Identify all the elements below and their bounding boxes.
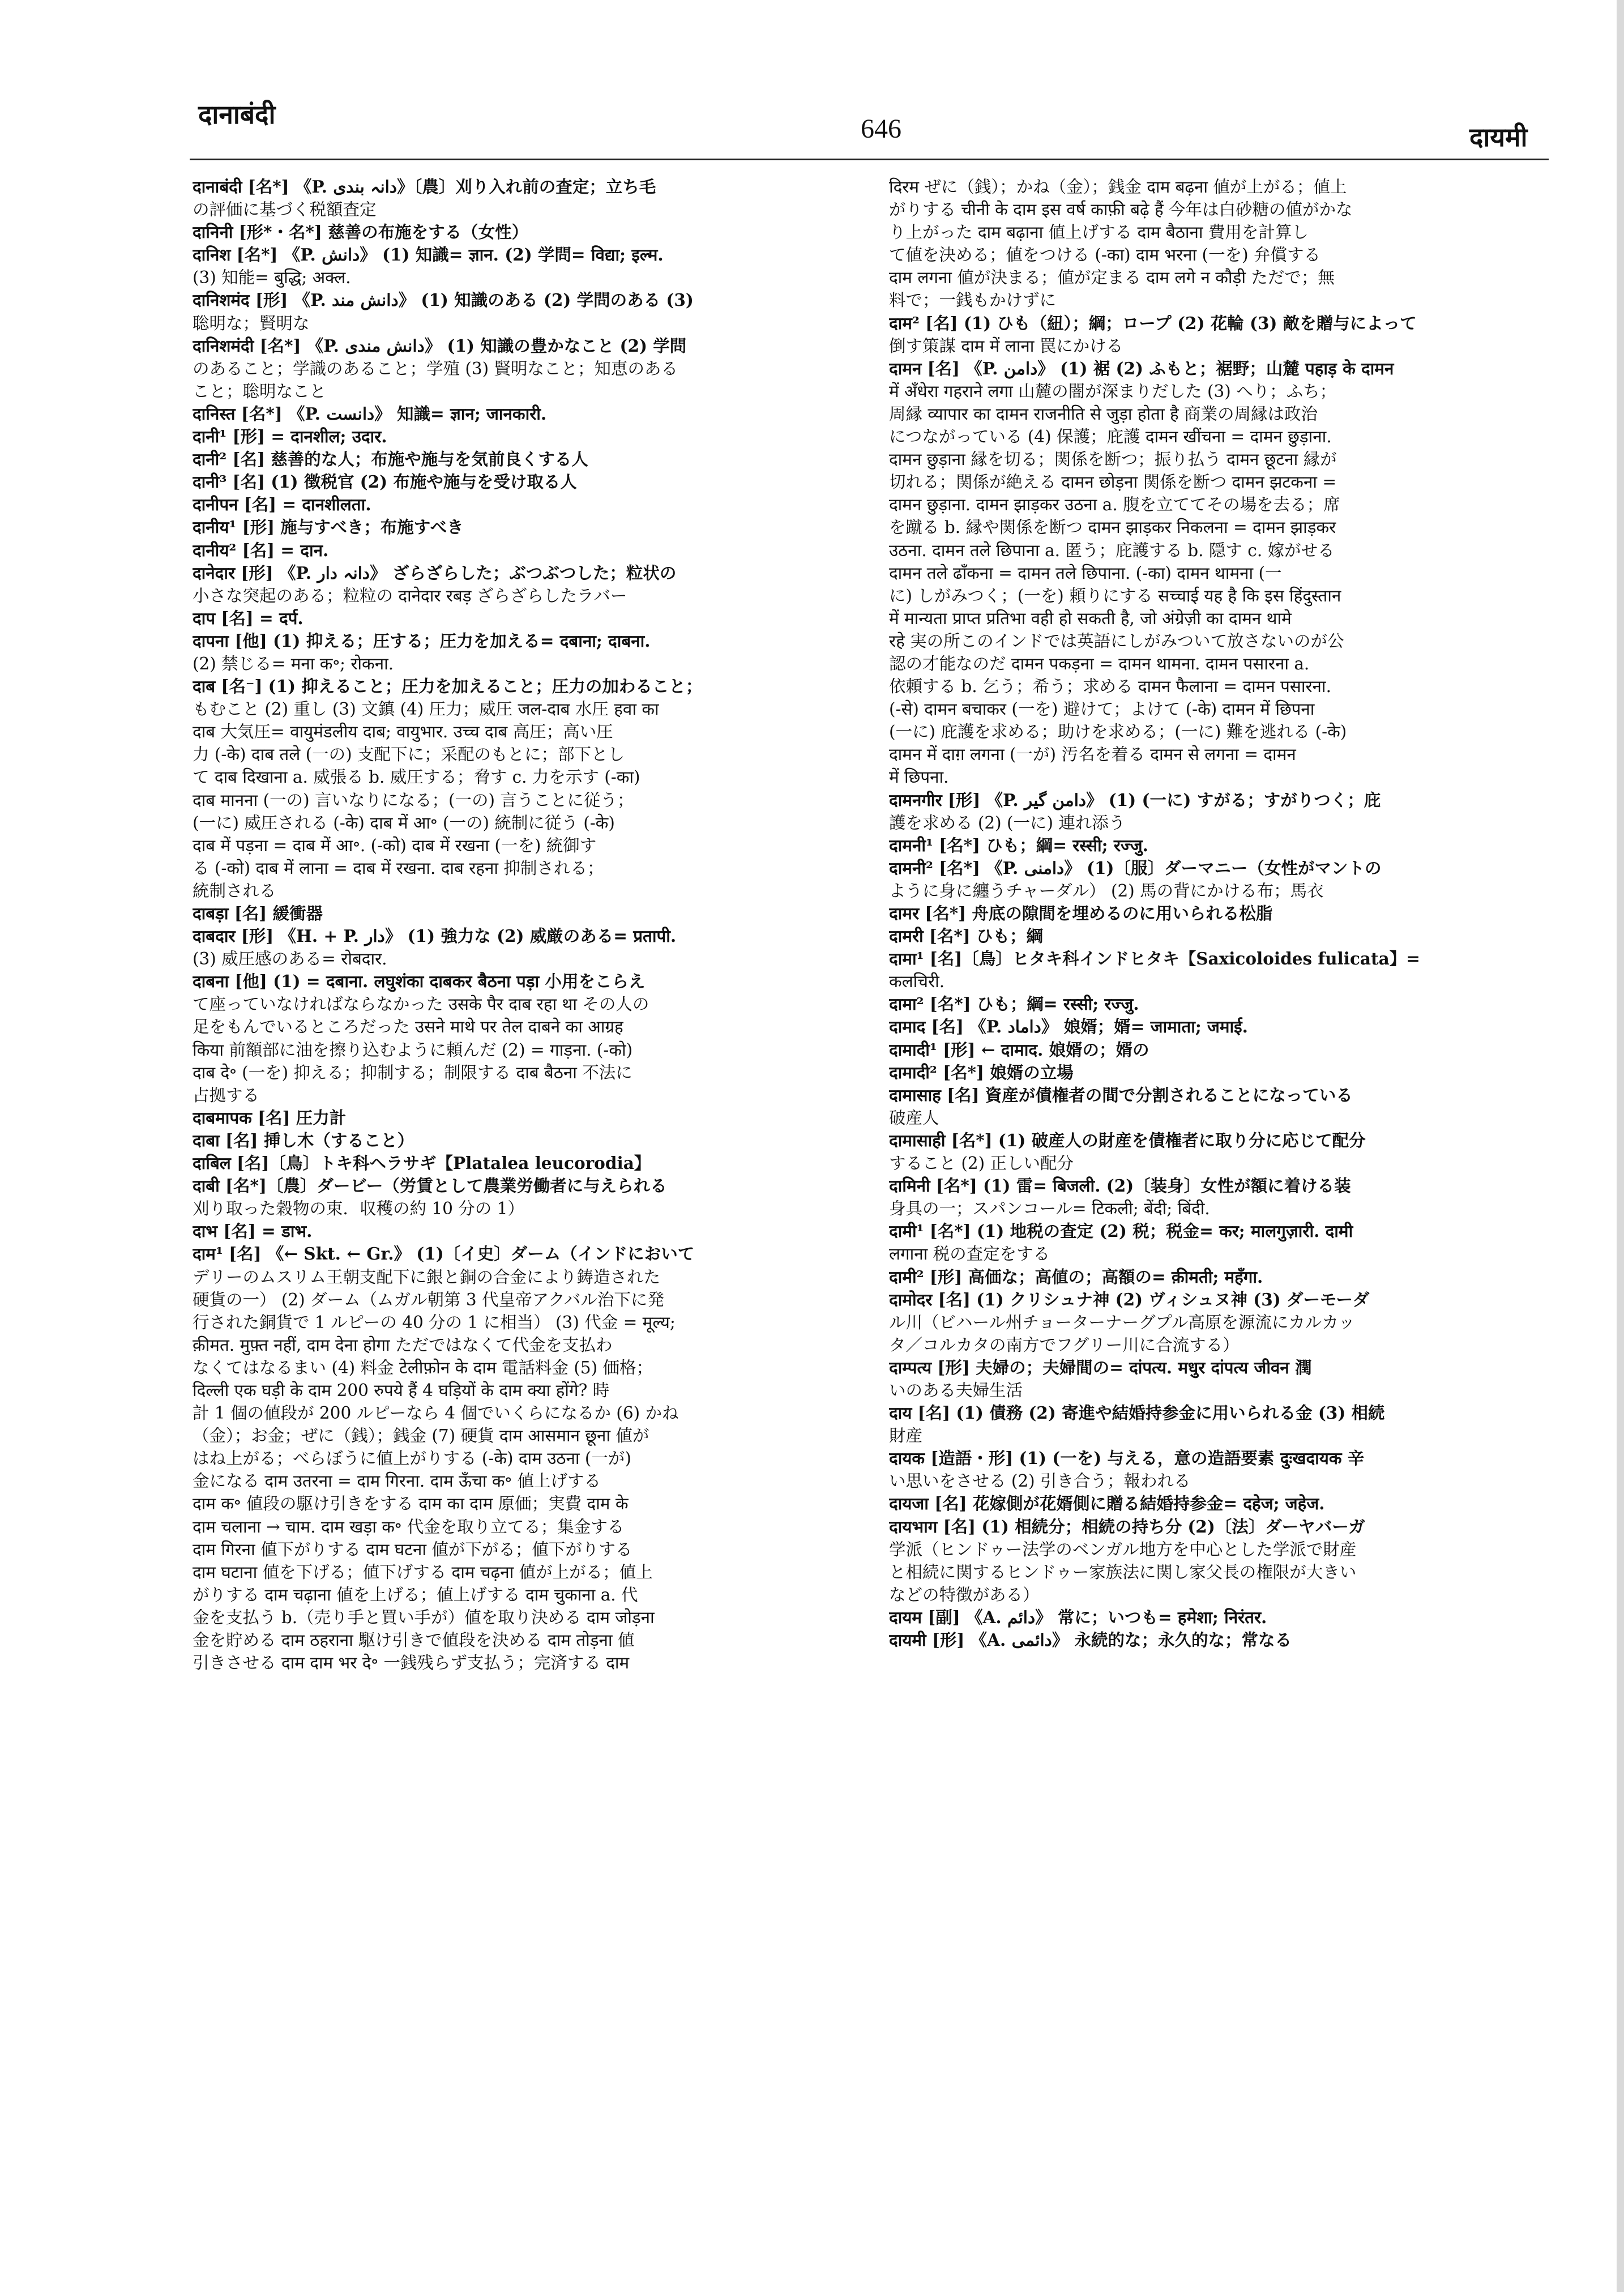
entry-headline: दाब [名⁻] (1) 抑えること；圧力を加えること；圧力の加わること； xyxy=(193,676,703,697)
entry-line: の評価に基づく税額査定 xyxy=(193,200,377,220)
header-rule xyxy=(190,159,1549,160)
entry-line: दिल्ली एक घड़ी के दाम 200 रुपये हैं 4 घड़ियों के दाम क्या होंगे? 時 xyxy=(193,1380,610,1400)
entry-line: に) しがみつく；(一を) 頼りにする सच्चाई यह है कि इस हिंदुस्तान xyxy=(889,586,1341,605)
entry-line: のあること；学識のあること；学殖 (3) 賢明なこと；知恵のある xyxy=(193,358,678,378)
entry-line: （金）；お金；ぜに（銭）；銭金 (7) 硬貨 दाम आसमान छूना 値が xyxy=(193,1426,649,1446)
entry-headline: दानेदार [形] 《P. دانہ دار》 ざらざらした；ぶつぶつした；粒状の xyxy=(193,562,677,583)
entry-line: दाम गिरना 値下がりする दाम घटना 値が下がる；値下がりする xyxy=(193,1539,632,1559)
entry-headline: दानीपन [名] = दानशीलता. xyxy=(193,494,371,515)
entry-headline: दानिस्त [名*] 《P. دانست》 知識= ज्ञान; जानकारी. xyxy=(193,403,547,424)
entry-headline: दायमी [形] 《A. دائمی》 永続的な；永久的な；常なる xyxy=(889,1630,1292,1650)
entry-line: て दाब दिखाना a. 威張る b. 威圧する；脅す c. 力を示す (-का) xyxy=(193,767,640,787)
entry-line: る (-को) दाब में लाना = दाब में रखना. दाब रहना 抑制される； xyxy=(193,858,604,878)
entry-headline: दाम¹ [名] 《← Skt. ← Gr.》 (1)〔イ史〕ダーム（インドにおいて xyxy=(193,1244,695,1264)
entry-line: 聡明な；賢明な xyxy=(193,313,310,333)
entry-headline: दायभाग [名] (1) 相続分；相続の持ち分 (2)〔法〕ダーヤバーガ xyxy=(889,1516,1365,1536)
entry-headline: दामोदर [名] (1) クリシュナ神 (2) ヴィシュヌ神 (3) ダーモーダ xyxy=(889,1289,1370,1309)
entry-headline: दानी² [名] 慈善的な人；布施や施与を気前良くする人 xyxy=(193,449,588,470)
entry-headline: दामिनी [名*] (1) 雷= बिजली. (2)〔装身〕女性が額に着ける装 xyxy=(889,1176,1351,1196)
entry-line: 小さな突起のある；粒粒の दानेदार रबड़ ざらざらしたラバー xyxy=(193,586,627,605)
entry-line: (一に) 威圧される (-के) दाब में आ॰ (一の) 統制に従う (-के) xyxy=(193,813,615,833)
right-column xyxy=(889,176,1563,1651)
entry-headline: दायजा [名] 花嫁側が花婿側に贈る結婚持参金= दहेज; जहेज. xyxy=(889,1493,1325,1514)
entry-headline: दामर [名*] 舟底の隙間を埋めるのに用いられる松脂 xyxy=(889,903,1273,923)
entry-headline: दानिनी [形*・名*] 慈善の布施をする（女性） xyxy=(193,222,529,242)
entry-line: 破産人 xyxy=(889,1108,939,1128)
entry-line: दामन छुड़ाना 縁を切る；関係を断つ；振り払う दामन छूटना 縁が xyxy=(889,450,1337,470)
entry-line: こと；聡明なこと xyxy=(193,381,327,401)
entry-headline: दाम्पत्य [形] 夫婦の；夫婦間の= दांपत्य. मधुर दांपत्य जीवन 潤 xyxy=(889,1357,1312,1377)
entry-headline: दामी² [形] 高価な；高値の；高額の= क़ीमती; महँगा. xyxy=(889,1266,1263,1287)
guide-word-right: दायमी xyxy=(1469,122,1528,152)
entry-headline: दानी³ [名] (1) 徴税官 (2) 布施や施与を受け取る人 xyxy=(193,472,577,492)
entry-headline: दापना [他] (1) 抑える；圧する；圧力を加える= दबाना; दाबना. xyxy=(193,630,651,651)
entry-headline: दाबड़ा [名] 緩衝器 xyxy=(193,903,323,923)
entry-line: में छिपना. xyxy=(889,767,949,787)
entry-line: と相続に関するヒンドゥー家族法に関し家父長の権限が大きい xyxy=(889,1562,1357,1582)
entry-line: て座っていなければならなかった उसके पैर दाब रहा था その人の xyxy=(193,995,649,1014)
entry-line: もむこと (2) 重し (3) 文鎮 (4) 圧力；威圧 जल-दाब 水圧 हवा का xyxy=(193,699,659,719)
entry-line: (2) 禁じる= मना क॰; रोकना. xyxy=(193,654,394,673)
entry-line: 刈り取った穀物の束．収穫の約 10 分の 1） xyxy=(193,1199,524,1219)
entry-headline: दायम [副] 《A. دائم》 常に；いつも= हमेशा; निरंतर. xyxy=(889,1607,1267,1627)
entry-line: デリーのムスリム王朝支配下に銀と銅の合金により鋳造された xyxy=(193,1267,661,1287)
entry-line: 学派（ヒンドゥー法学のベンガル地方を中心とした学派で財産 xyxy=(889,1539,1357,1559)
entry-line: में अँधेरा गहराने लगा 山麓の闇が深まりだした (3) へり；ふち； xyxy=(889,381,1337,401)
entry-line: て値を決める；値をつける (-का) दाम भरना (一を) 弁償する xyxy=(889,245,1320,265)
entry-line: दाम क॰ 値段の駆け引きをする दाम का दाम 原価；実費 दाम के xyxy=(193,1494,629,1514)
entry-line: 護を求める (2) (一に) 連れ添う xyxy=(889,813,1126,833)
entry-headline: दामा¹ [名]〔鳥〕ヒタキ科インドヒタキ【Saxicoloides fulicata】= xyxy=(889,949,1420,969)
entry-line: 依頼する b. 乞う；希う；求める दामन फैलाना = दामन पसारना. xyxy=(889,677,1331,697)
entry-line: い思いをさせる (2) 引き合う；報われる xyxy=(889,1471,1191,1491)
entry-line: 料で；一銭もかけずに xyxy=(889,291,1057,310)
entry-line: につながっている (4) 保護；庇護 दामन खींचना = दामन छुड़ाना. xyxy=(889,427,1332,447)
entry-line: 行された銅貨で 1 ルピーの 40 分の 1 に相当） (3) 代金 = मूल्य; xyxy=(193,1312,676,1332)
entry-headline: दानाबंदी [名*] 《P. دانہ بندی》〔農〕刈り入れ前の査定；立ち毛 xyxy=(193,177,656,197)
entry-line: क़ीमत. मुफ़्त नहीं, दाम देना होगा ただではなくて代金を支払わ xyxy=(193,1335,613,1355)
entry-headline: दामादी¹ [形] ← दामाद. 娘婿の；婿の xyxy=(889,1039,1149,1060)
entry-line: रहे 実の所このインドでは英語にしがみついて放さないのが公 xyxy=(889,631,1344,651)
entry-headline: दामनी² [名*] 《P. دامنی》 (1)〔服〕ダーマニー（女性がマントの xyxy=(889,857,1382,878)
entry-line: 切れる；関係が絶える दामन छोड़ना 関係を断つ दामन झटकना = xyxy=(889,472,1337,492)
entry-line: 金を貯める दाम ठहराना 駆け引きで値段を決める दाम तोड़ना 値 xyxy=(193,1631,635,1650)
entry-line: दाम लगना 値が決まる；値が定まる दाम लगे न कौड़ी ただで；無 xyxy=(889,268,1335,288)
entry-line: はね上がる；べらぼうに値上がりする (-के) दाम उठना (一が) xyxy=(193,1449,631,1469)
entry-line: 財産 xyxy=(889,1426,923,1446)
entry-headline: दानिशमंदी [名*] 《P. دانش مندی》 (1) 知識の豊かなこと (2) 学問 xyxy=(193,335,687,356)
entry-line: लगाना 税の査定をする xyxy=(889,1244,1050,1264)
entry-line: がりする चीनी के दाम इस वर्ष काफ़ी बढ़े हैं 今年は白砂糖の値がかな xyxy=(889,200,1353,220)
entry-headline: दाबना [他] (1) = दबाना. लघुशंका दाबकर बैठना पड़ा 小用をこらえ xyxy=(193,971,646,992)
entry-headline: दामन [名] 《P. دامن》 (1) 裾 (2) ふもと；裾野；山麓 पहाड़ के दामन xyxy=(889,358,1394,378)
entry-line: 硬貨の一） (2) ダーム（ムガル朝第 3 代皇帝アクバル治下に発 xyxy=(193,1290,664,1309)
entry-line: दामन तले ढाँकना = दामन तले छिपाना. (-का) दामन थामना (一 xyxy=(889,563,1282,583)
entry-line: 引きさせる दाम दाम भर दे॰ 一銭残らず支払う；完済する दाम xyxy=(193,1653,630,1673)
entry-headline: दानीय² [名] = दान. xyxy=(193,540,329,560)
entry-line: などの特徴がある） xyxy=(889,1585,1040,1604)
entry-line: なくてはなるまい (4) 料金 टेलीफ़ोन के दाम 電話料金 (5) 価格； xyxy=(193,1358,653,1377)
entry-headline: दानिश [名*] 《P. دانش》 (1) 知識= ज्ञान. (2) 学問= विद्या; इल्म. xyxy=(193,245,664,265)
entry-line: 金になる दाम उतरना = दाम गिरना. दाम ऊँचा क॰ 値上げする xyxy=(193,1471,601,1491)
entry-line: किया 前額部に油を擦り込むように頼んだ (2) = गाड़ना. (-को) xyxy=(193,1040,633,1060)
entry-headline: दामा² [名*] ひも；綱= रस्सी; रज्जु. xyxy=(889,994,1139,1014)
entry-line: में मान्यता प्राप्त प्रतिभा वही हो सकती है, जो अंग्रेज़ी का दामन थामे xyxy=(889,608,1292,628)
entry-headline: दामनी¹ [名*] ひも；綱= रस्सी; रज्जु. xyxy=(889,835,1148,855)
entry-headline: दानिशमंद [形] 《P. دانش مند》 (1) 知識のある (2) 学問のある (3) xyxy=(193,290,694,310)
entry-headline: दानी¹ [形] = दानशील; उदार. xyxy=(193,426,387,447)
entry-line: を蹴る b. 縁や関係を断つ दामन झाड़कर निकलना = दामन झाड़कर xyxy=(889,518,1336,537)
entry-line: दाब दे॰ (一を) 抑える；抑制する；制限する दाब बैठना 不法に xyxy=(193,1062,632,1082)
entry-headline: दाबदार [形] 《H. + P. دار》 (1) 強力な (2) 威厳のある= प्रतापी. xyxy=(193,926,677,946)
entry-line: り上がった दाम बढ़ाना 値上げする दाम बैठाना 費用を計算し xyxy=(889,223,1309,242)
entry-headline: दामाद [名] 《P. داماد》 娘婿；婿= जामाता; जमाई. xyxy=(889,1017,1248,1037)
entry-line: उठना. दामन तले छिपाना a. 匿う；庇護する b. 隠す c. 嫁がせる xyxy=(889,540,1335,560)
entry-line: 金を支払う b.（売り手と買い手が）値を取り決める दाम जोड़ना xyxy=(193,1607,655,1627)
entry-line: ように身に纏うチャーダル） (2) 馬の背にかける布；馬衣 xyxy=(889,881,1324,900)
entry-line: (一に) 庇護を求める；助けを求める；(一に) 難を逃れる (-के) xyxy=(889,722,1347,742)
entry-line: दाम घटाना 値を下げる；値下げする दाम चढ़ना 値が上がる；値上 xyxy=(193,1562,653,1582)
entry-headline: दाबी [名*]〔農〕ダービー（労賃として農業労働者に与えられる xyxy=(193,1176,667,1196)
guide-word-left: दानाबंदी xyxy=(198,99,276,130)
entry-line: दिरम ぜに（銭）；かね（金）；銭金 दाम बढ़ना 値が上がる；値上 xyxy=(889,177,1347,197)
entry-line: दाब मानना (一の) 言いなりになる；(一の) 言うことに従う； xyxy=(193,790,634,810)
entry-headline: दाबा [名] 挿し木（すること） xyxy=(193,1130,414,1150)
entry-line: 倒す策謀 दाम में लाना 罠にかける xyxy=(889,336,1123,356)
entry-headline: दामी¹ [名*] (1) 地税の査定 (2) 税；税金= कर; मालगुज़ारी. दामी xyxy=(889,1221,1353,1241)
entry-line: 統制される xyxy=(193,881,276,900)
entry-headline: दामासाही [名*] (1) 破産人の財産を債権者に取り分に応じて配分 xyxy=(889,1130,1366,1150)
entry-line: 身具の一；スパンコール= टिकली; बेंदी; बिंदी. xyxy=(889,1199,1210,1219)
entry-headline: दाय [名] (1) 債務 (2) 寄進や結婚持参金に用いられる金 (3) 相続 xyxy=(889,1403,1385,1423)
entry-line: がりする दाम चढ़ाना 値を上げる；値上げする दाम चुकाना a. 代 xyxy=(193,1585,638,1604)
entry-line: すること (2) 正しい配分 xyxy=(889,1154,1074,1173)
entry-line: कलचिरी. xyxy=(889,972,945,992)
entry-headline: दाबमापक [名] 圧力計 xyxy=(193,1107,347,1128)
entry-line: दाम चलाना → चाम. दाम खड़ा क॰ 代金を取り立てる；集金する xyxy=(193,1517,625,1536)
entry-line: 認の才能なのだ दामन पकड़ना = दामन थामना. दामन पसारना a. xyxy=(889,654,1310,673)
entry-line: दाब में पड़ना = दाब में आ॰. (-को) दाब में रखना (一を) 統御す xyxy=(193,835,597,855)
entry-line: (3) 知能= बुद्धि; अक्ल. xyxy=(193,268,351,288)
entry-line: दाब 大気圧= वायुमंडलीय दाब; वायुभार. उच्च दाब 高圧；高い圧 xyxy=(193,722,613,742)
left-column xyxy=(193,176,866,1674)
entry-line: 周縁 व्यापार का दामन राजनीति से जुड़ा होता है 商業の周縁は政治 xyxy=(889,404,1318,424)
entry-headline: दाम² [名] (1) ひも（紐）；綱；ロープ (2) 花輪 (3) 敵を贈与によって xyxy=(889,313,1417,333)
entry-line: (-से) दामन बचाकर (一を) 避けて；よけて (-के) दामन में छिपना xyxy=(889,699,1315,719)
page-number: 646 xyxy=(861,114,901,144)
page-edge-shadow xyxy=(1617,0,1624,2292)
entry-headline: दाप [名] = दर्प. xyxy=(193,608,304,628)
entry-line: 計 1 個の値段が 200 ルピーなら 4 個でいくらになるか (6) かね xyxy=(193,1403,679,1423)
entry-line: ル川（ビハール州チョーターナーグプル高原を源流にカルカッ xyxy=(889,1312,1356,1332)
entry-headline: दामनगीर [形] 《P. دامن گیر》 (1) (一に) すがる；すがりつく；庇 xyxy=(889,789,1381,810)
entry-headline: दाबिल [名]〔鳥〕トキ科ヘラサギ【Platalea leucorodia】 xyxy=(193,1153,651,1173)
entry-line: いのある夫婦生活 xyxy=(889,1380,1023,1400)
entry-line: 足をもんでいるところだった उसने माथे पर तेल दाबने का आग्रह xyxy=(193,1017,623,1037)
entry-line: 占拠する xyxy=(193,1085,260,1105)
entry-headline: दायक [造語・形] (1) (一を) 与える，意の造語要素 दुःखदायक 辛 xyxy=(889,1448,1365,1469)
entry-line: दामन में दाग़ लगना (一が) 汚名を着る दामन से लगना = दामन xyxy=(889,745,1296,765)
entry-headline: दामादी² [名*] 娘婿の立場 xyxy=(889,1062,1074,1082)
entry-line: (3) 威圧感のある= रोबदार. xyxy=(193,949,387,969)
entry-headline: दाभ [名] = डाभ. xyxy=(193,1221,313,1241)
entry-line: दामन छुड़ाना. दामन झाड़कर उठना a. 腹を立ててその場を去る；席 xyxy=(889,495,1340,515)
entry-headline: दामरी [名*] ひも；綱 xyxy=(889,926,1044,946)
entry-line: 力 (-के) दाब तले (一の) 支配下に；采配のもとに；部下とし xyxy=(193,745,625,765)
entry-line: タ／コルカタの南方でフグリー川に合流する） xyxy=(889,1335,1240,1355)
entry-headline: दामासाह [名] 資産が債権者の間で分割されることになっている xyxy=(889,1085,1353,1105)
entry-headline: दानीय¹ [形] 施与すべき；布施すべき xyxy=(193,517,464,537)
